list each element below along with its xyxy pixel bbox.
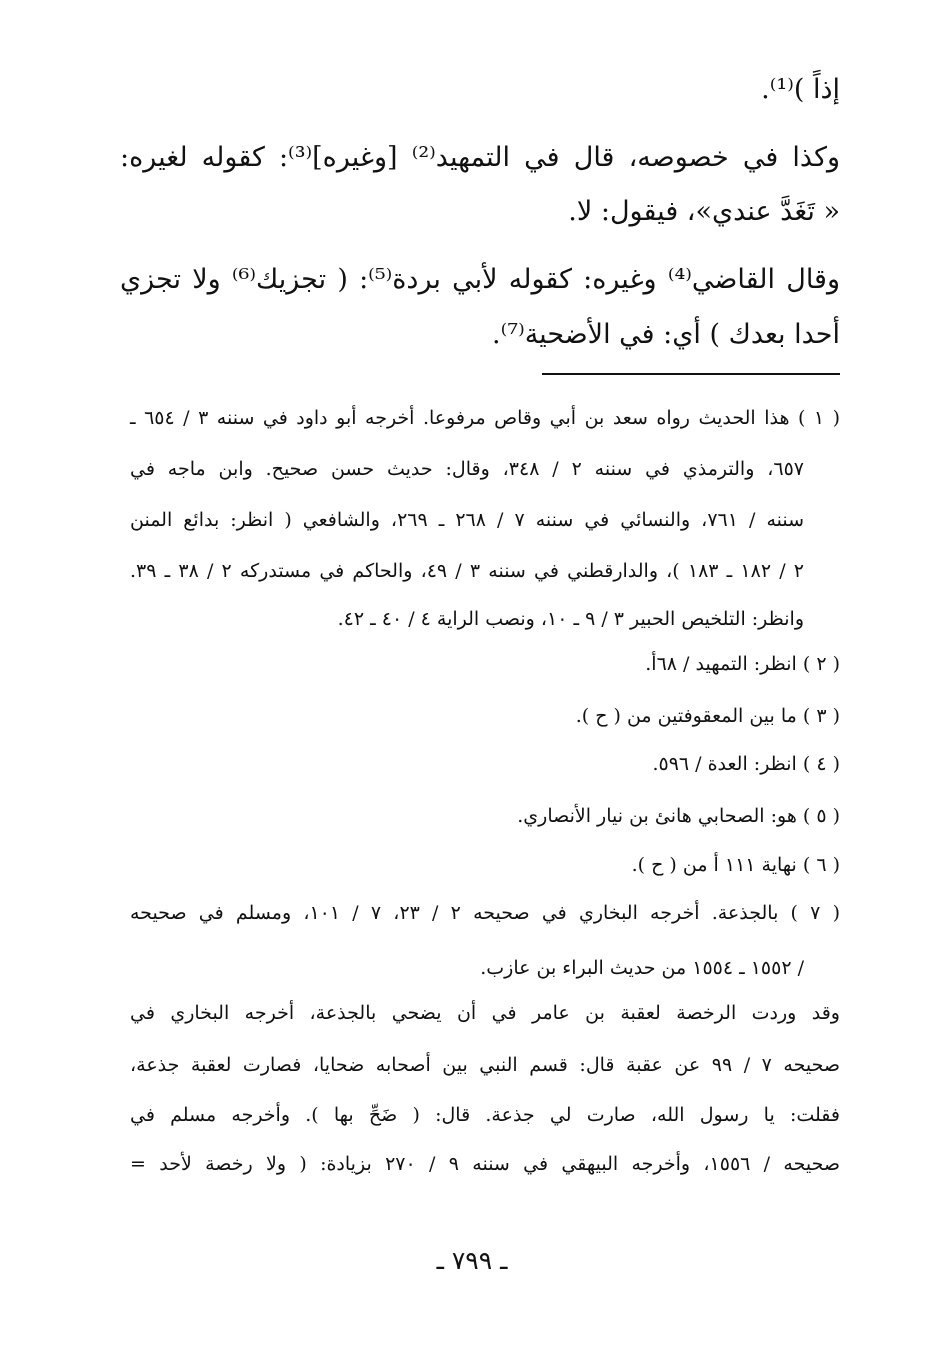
footnote-1-line-3: سننه / ٧٦١، والنسائي في سننه ٧ / ٢٦٨ ـ ٢٦٩، والشافعي ( انظر: بدائع المنن [130,509,805,531]
footnote-2: ( ٢ ) انظر: التمهيد / ٦٨أ. [645,653,840,675]
footnote-1-line-2: ٦٥٧، والترمذي في سننه ٢ / ٣٤٨، وقال: حديث حسن صحيح. وابن ماجه في [130,458,805,480]
footnote-7-line-2: / ١٥٥٢ ـ ١٥٥٤ من حديث البراء بن عازب. [480,957,804,979]
footnote-7-line-1: ( ٧ ) بالجذعة. أخرجه البخاري في صحيحه ٢ / ٢٣، ٧ / ١٠١، ومسلم في صحيحه [130,902,840,924]
footnote-7-line-4: صحيحه ٧ / ٩٩ عن عقبة قال: قسم النبي بين أصحابه ضحايا، فصارت لعقبة جذعة، [130,1054,841,1076]
footnote-1-line-4: ٢ / ١٨٢ ـ ١٨٣ )، والدارقطني في سننه ٣ / ٤٩، والحاكم في مستدركه ٢ / ٣٨ ـ ٣٩. [130,560,805,582]
footnote-separator [542,373,840,375]
main-text-line-5: أحدا بعدك ) أي: في الأضحية⁽⁷⁾. [492,319,840,350]
footnote-3: ( ٣ ) ما بين المعقوفتين من ( ح ). [575,705,840,727]
footnote-7-line-3: وقد وردت الرخصة لعقبة بن عامر في أن يضحي بالجذعة، أخرجه البخاري في [130,1002,840,1024]
main-text-line-2: وكذا في خصوصه، قال في التمهيد⁽²⁾ [وغيره]⁽³⁾: كقوله لغيره: [120,142,840,173]
footnote-1-line-1: ( ١ ) هذا الحديث رواه سعد بن أبي وقاص مرفوعا. أخرجه أبو داود في سننه ٣ / ٦٥٤ ـ [130,407,840,429]
footnote-7-line-6: صحيحه / ١٥٥٦، وأخرجه البيهقي في سننه ٩ / ٢٧٠ بزيادة: ( ولا رخصة لأحد = [130,1153,840,1175]
page-number: ـ ٧٩٩ ـ [436,1246,508,1275]
main-text-line-4: وقال القاضي⁽⁴⁾ وغيره: كقوله لأبي بردة⁽⁵⁾: ( تجزيك⁽⁶⁾ ولا تجزي [120,264,840,295]
footnote-6: ( ٦ ) نهاية ١١١ أ من ( ح ). [631,854,840,876]
footnote-4: ( ٤ ) انظر: العدة / ٥٩٦. [652,753,840,775]
main-text-line-3: « تَغَدَّ عندي»، فيقول: لا. [568,196,840,227]
footnote-1-line-5: وانظر: التلخيص الحبير ٣ / ٩ ـ ١٠، ونصب الراية ٤ / ٤٠ ـ ٤٢. [337,608,804,630]
main-text-line-1: إذاً )⁽¹⁾. [761,74,840,105]
footnote-5: ( ٥ ) هو: الصحابي هانئ بن نيار الأنصاري. [517,805,840,827]
footnote-7-line-5: فقلت: يا رسول الله، صارت لي جذعة. قال: ( ضَحِّ بها ). وأخرجه مسلم في [130,1104,840,1126]
